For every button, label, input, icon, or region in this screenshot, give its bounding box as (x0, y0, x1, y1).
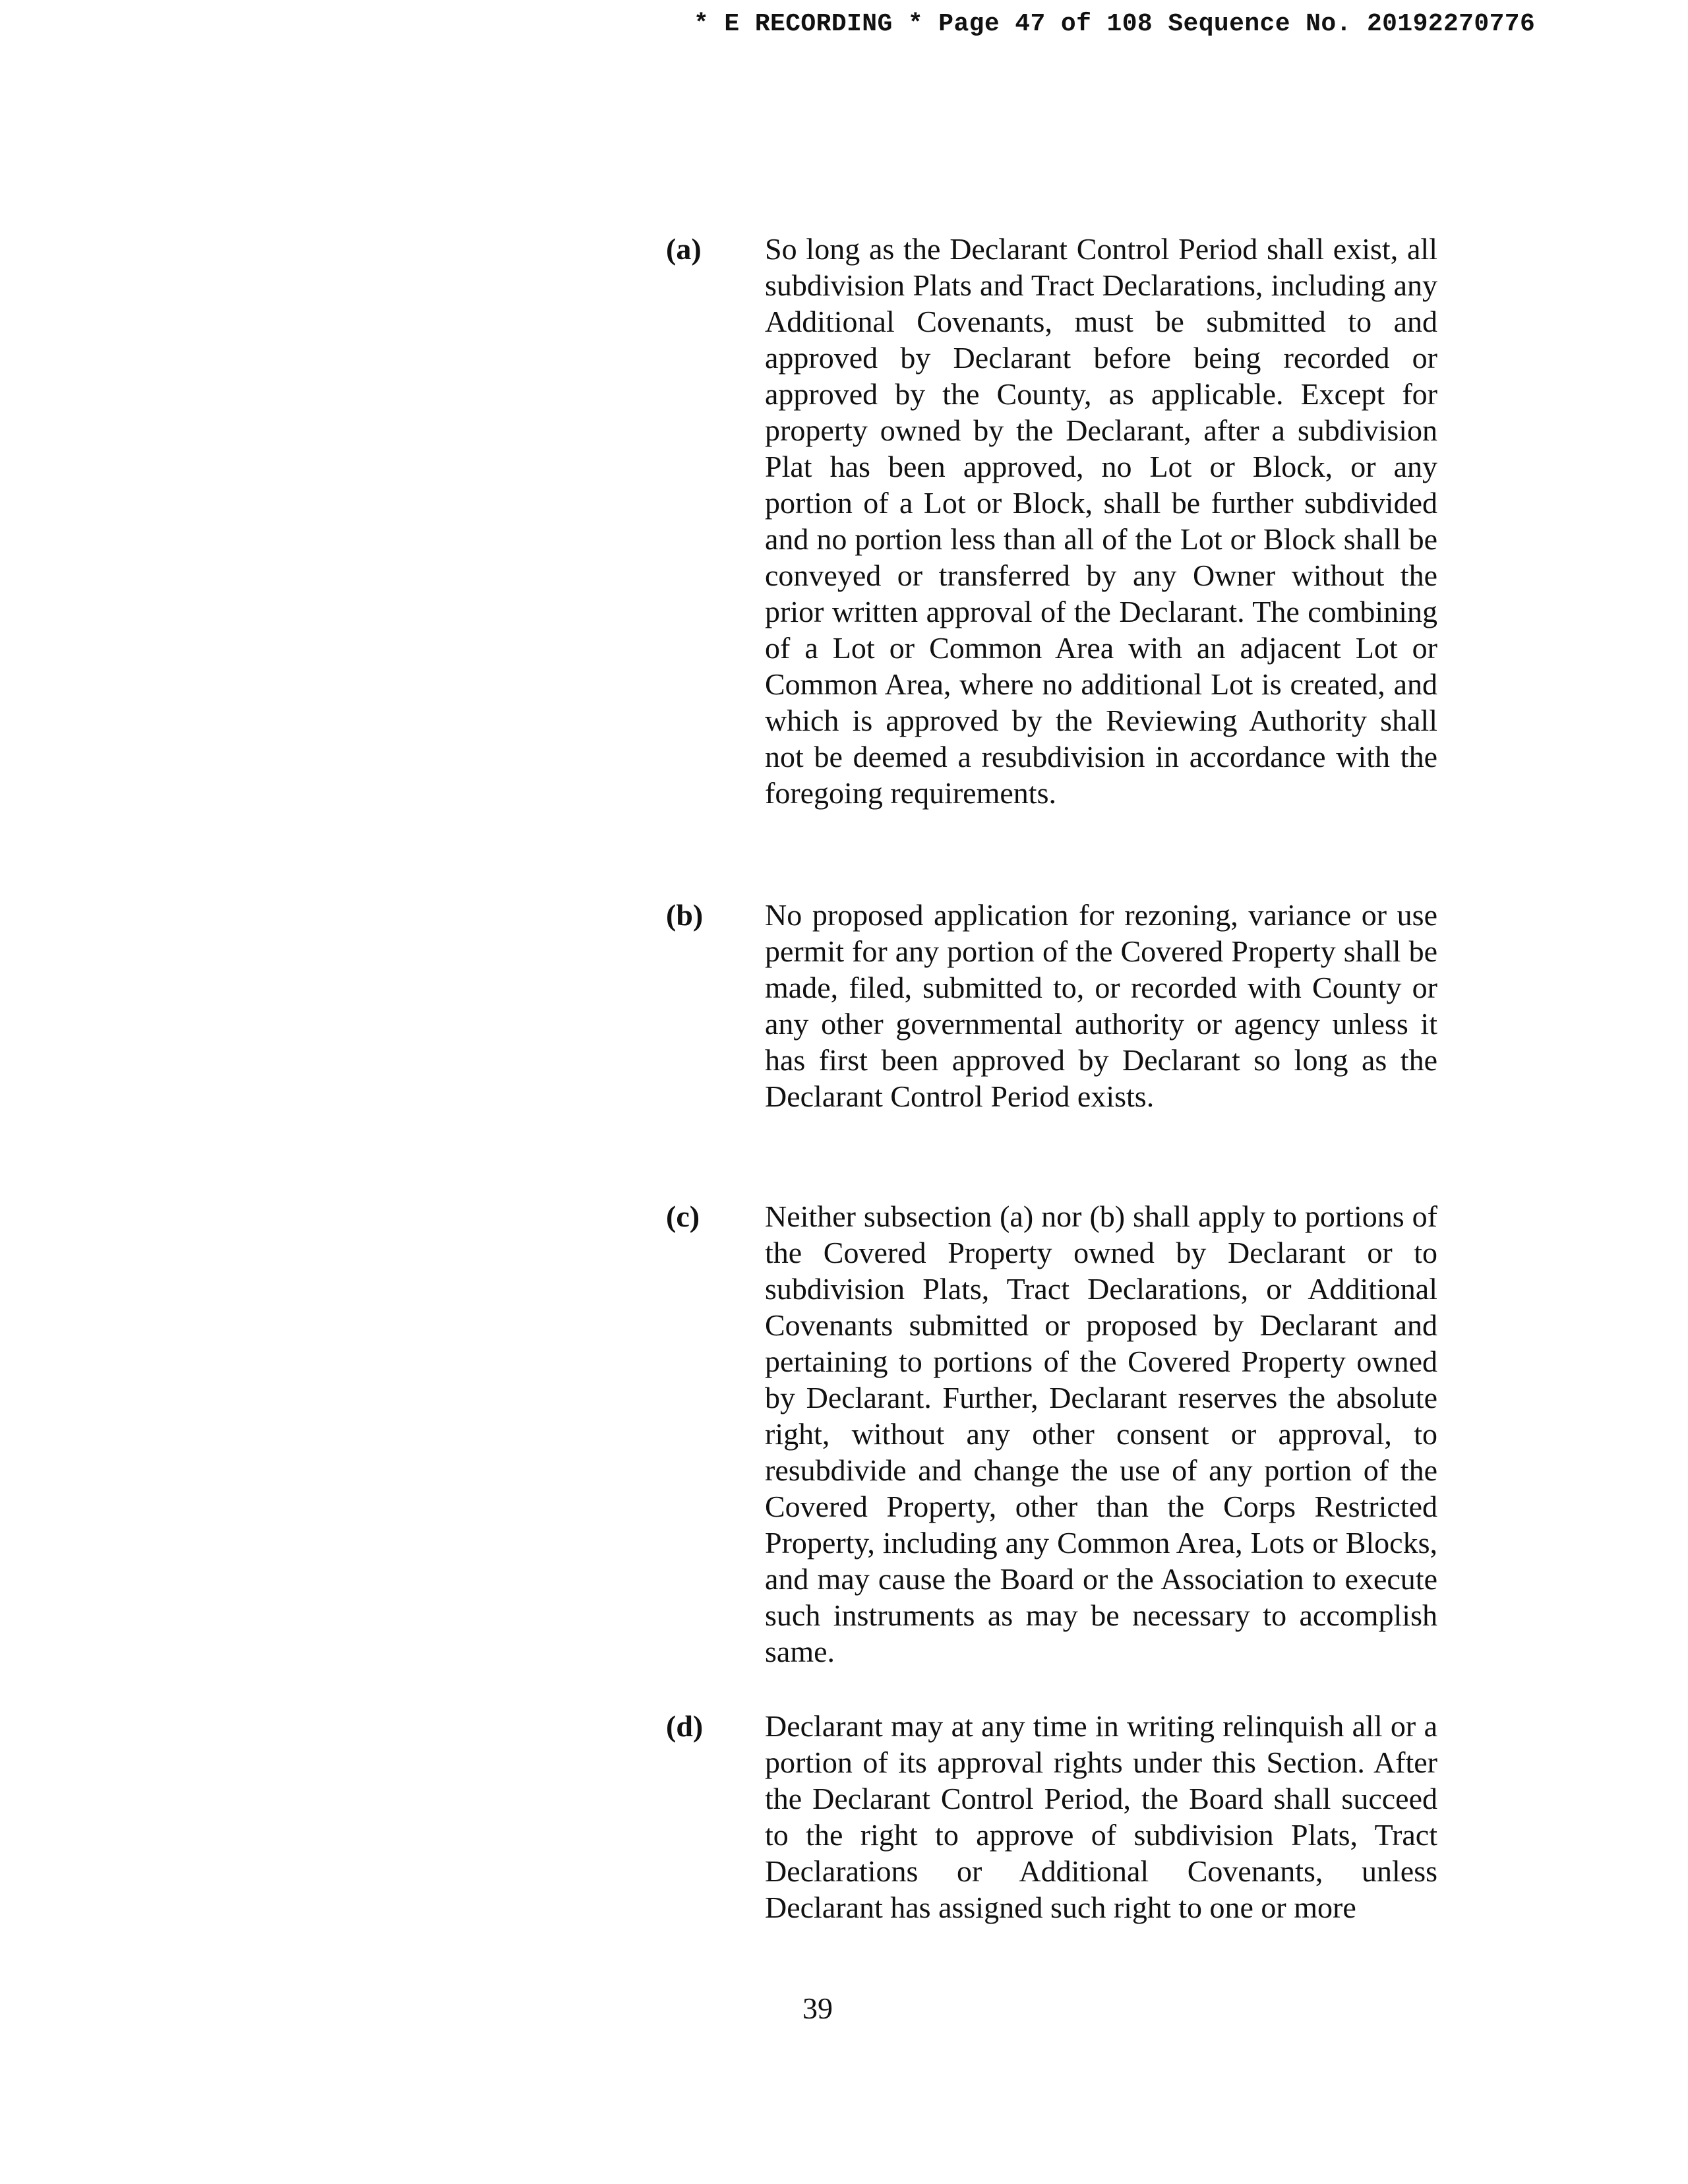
subsection-text: Declarant may at any time in writing relinquish all or a portion of its approval rights under this Section. After the Declarant Control Period, the Board shall succeed to the right to approve of subdivision Plats, Tract Declarations or Additional Covenants, unless Declarant has assigned such right to one or more (765, 1709, 1437, 1924)
page-number: 39 (802, 1991, 833, 2025)
subsection-label: (d) (666, 1709, 704, 1743)
subsection-text: So long as the Declarant Control Period shall exist, all subdivision Plats and Tract Declarations, including any Additional Covenants, must be submitted to and approved by Declarant before being recorded or approved by the County, as applicable. Except for property owned by the Declarant, after a subdivision Plat has been approved, no Lot or Block, or any portion of a Lot or Block, shall be further subdivided and no portion less than all of the Lot or Block shall be conveyed or transferred by any Owner without the prior written approval of the Declarant. The combining of a Lot or Common Area with an adjacent Lot or Common Area, where no additional Lot is created, and which is approved by the Reviewing Authority shall not be deemed a resubdivision in accordance with the foregoing requirements. (765, 232, 1437, 810)
subsection-text: No proposed application for rezoning, variance or use permit for any portion of the Covered Property shall be made, filed, submitted to, or recorded with County or any other governmental authority or agency unless it has first been approved by Declarant so long as the Declarant Control Period exists. (765, 898, 1437, 1113)
subsection-label: (b) (666, 898, 704, 932)
subsection-text: Neither subsection (a) nor (b) shall apply to portions of the Covered Property owned by Declarant or to subdivision Plats, Tract Declarations, or Additional Covenants submitted or proposed by Declarant and pertaining to portions of the Covered Property owned by Declarant. Further, Declarant reserves the absolute right, without any other consent or approval, to resubdivide and change the use of any portion of the Covered Property, other than the Corps Restricted Property, including any Common Area, Lots or Blocks, and may cause the Board or the Association to execute such instruments as may be necessary to accomplish same. (765, 1199, 1437, 1668)
subsection-label: (a) (666, 232, 702, 266)
recording-stamp-header: * E RECORDING * Page 47 of 108 Sequence No. 20192270776 (694, 10, 1536, 38)
subsection-label: (c) (666, 1199, 700, 1233)
